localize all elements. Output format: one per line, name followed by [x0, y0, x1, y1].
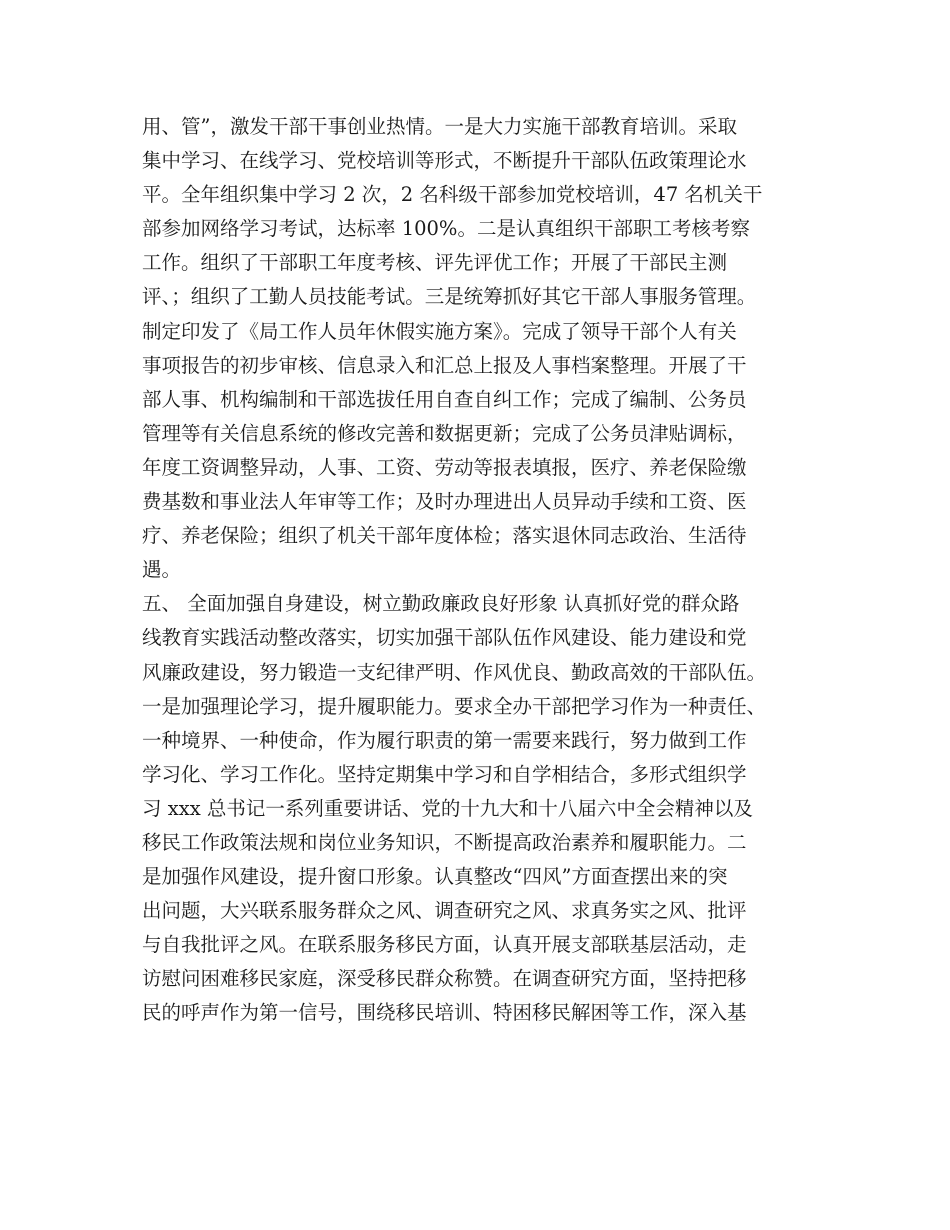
text-line: 习 xxx 总书记一系列重要讲话、党的十九大和十八届六中全会精神以及 [142, 796, 753, 820]
text-line: 线教育实践活动整改落实，切实加强干部队伍作风建设、能力建设和党 [142, 626, 747, 650]
text-line: 访慰问困难移民家庭，深受移民群众称赞。在调查研究方面，坚持把移 [142, 967, 747, 991]
text-line: 出问题，大兴联系服务群众之风、调查研究之风、求真务实之风、批评 [142, 899, 747, 923]
text-line: 部人事、机构编制和干部选拔任用自查自纠工作；完成了编制、公务员 [142, 387, 747, 411]
text-line: 事项报告的初步审核、信息录入和汇总上报及人事档案整理。开展了干 [142, 353, 747, 377]
section-heading-line: 五、 全面加强自身建设，树立勤政廉政良好形象 认真抓好党的群众路 [142, 592, 740, 616]
text-line: 工作。组织了干部职工年度考核、评先评优工作；开展了干部民主测 [142, 251, 728, 275]
text-line: 用、管”，激发干部干事创业热情。一是大力实施干部教育培训。采取 [142, 115, 737, 138]
text-line: 平。全年组织集中学习 2 次，2 名科级干部参加党校培训，47 名机关干 [142, 183, 763, 207]
text-line: 遇。 [142, 558, 182, 582]
text-line: 费基数和事业法人年审等工作；及时办理进出人员异动手续和工资、医 [142, 490, 747, 514]
text-line: 年度工资调整异动，人事、工资、劳动等报表填报，医疗、养老保险缴 [142, 455, 747, 479]
text-line: 与自我批评之风。在联系服务移民方面，认真开展支部联基层活动，走 [142, 933, 747, 957]
body-text [142, 110, 832, 1031]
text-line: 制定印发了《局工作人员年休假实施方案》。完成了领导干部个人有关 [142, 319, 737, 343]
text-line: 学习化、学习工作化。坚持定期集中学习和自学相结合，多形式组织学 [142, 762, 747, 786]
text-line: 移民工作政策法规和岗位业务知识，不断提高政治素养和履职能力。二 [142, 830, 747, 854]
text-line: 集中学习、在线学习、党校培训等形式，不断提升干部队伍政策理论水 [142, 149, 747, 173]
text-line: 管理等有关信息系统的修改完善和数据更新；完成了公务员津贴调标， [142, 421, 747, 445]
text-line: 风廉政建设，努力锻造一支纪律严明、作风优良、勤政高效的干部队伍。 [142, 660, 767, 684]
text-line: 民的呼声作为第一信号，围绕移民培训、特困移民解困等工作，深入基 [142, 1001, 747, 1025]
text-line: 部参加网络学习考试，达标率 100%。二是认真组织干部职工考核考察 [142, 217, 750, 241]
text-line: 一种境界、一种使命，作为履行职责的第一需要来践行，努力做到工作 [142, 728, 747, 752]
text-line: 疗、养老保险；组织了机关干部年度体检；落实退休同志政治、生活待 [142, 524, 747, 548]
text-line: 评、；组织了工勤人员技能考试。三是统筹抓好其它干部人事服务管理。 [142, 285, 757, 309]
text-line: 一是加强理论学习，提升履职能力。要求全办干部把学习作为一种责任、 [142, 694, 767, 718]
text-line: 是加强作风建设，提升窗口形象。认真整改“四风”方面查摆出来的突 [142, 865, 728, 889]
